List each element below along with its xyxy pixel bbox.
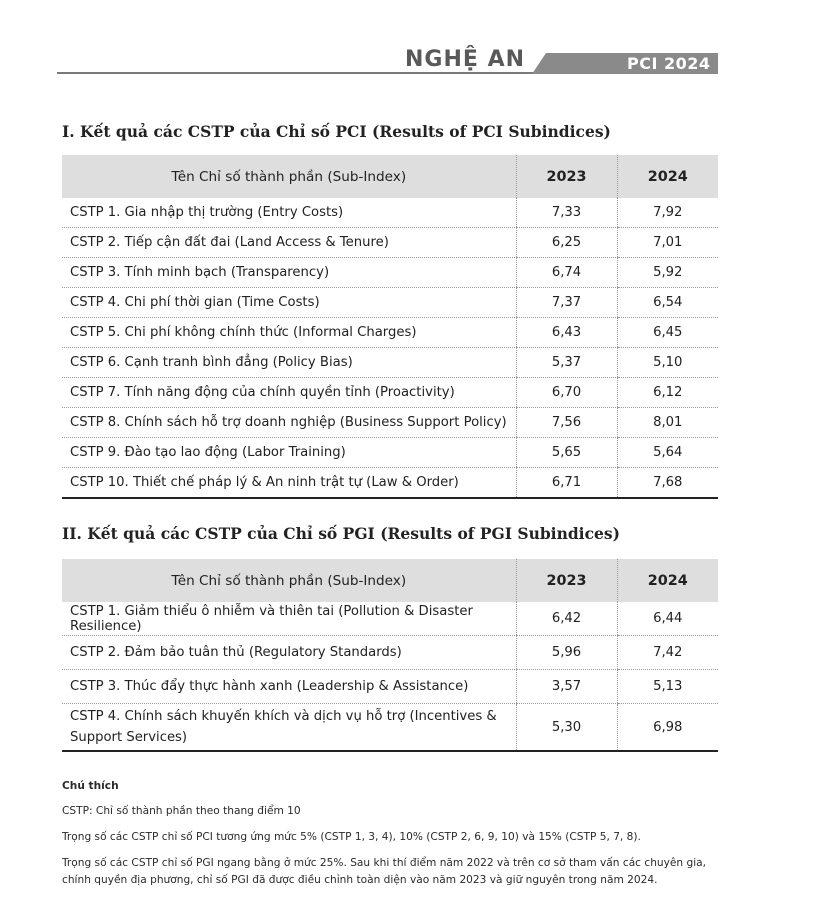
- pgi-table: [62, 559, 718, 752]
- row-name: CSTP 3. Thúc đẩy thực hành xanh (Leadership & Assistance): [62, 670, 516, 704]
- table-row: [62, 408, 718, 438]
- table-row: [62, 378, 718, 408]
- table-row: [62, 468, 718, 499]
- value-2023: 3,57: [516, 670, 617, 704]
- table-row: [62, 228, 718, 258]
- province-title: NGHỆ AN: [405, 47, 526, 72]
- value-2023: 6,42: [516, 602, 617, 636]
- pgi-header-row: [62, 559, 718, 602]
- table-row: [62, 258, 718, 288]
- page-header: [0, 0, 815, 80]
- pgi-section-title: II. Kết quả các CSTP của Chỉ số PGI (Results of PGI Subindices): [62, 524, 620, 543]
- row-name: CSTP 4. Chi phí thời gian (Time Costs): [62, 288, 516, 318]
- value-2024: 8,01: [617, 408, 718, 438]
- value-2024: 6,54: [617, 288, 718, 318]
- value-2023: 5,30: [516, 704, 617, 752]
- row-name: CSTP 1. Gia nhập thị trường (Entry Costs): [62, 198, 516, 228]
- pci-section-title: I. Kết quả các CSTP của Chỉ số PCI (Results of PCI Subindices): [62, 122, 611, 141]
- note-line: CSTP: Chỉ số thành phần theo thang điểm 10: [62, 805, 301, 817]
- value-2023: 7,56: [516, 408, 617, 438]
- value-2024: 6,12: [617, 378, 718, 408]
- table-row: [62, 636, 718, 670]
- value-2023: 6,25: [516, 228, 617, 258]
- value-2023: 6,74: [516, 258, 617, 288]
- value-2024: 7,92: [617, 198, 718, 228]
- table-row: [62, 198, 718, 228]
- table-row: [62, 318, 718, 348]
- table-row: [62, 704, 718, 752]
- pci-col-2024: 2024: [617, 155, 718, 198]
- value-2024: 5,13: [617, 670, 718, 704]
- row-name: CSTP 2. Đảm bảo tuân thủ (Regulatory Standards): [62, 636, 516, 670]
- value-2024: 7,01: [617, 228, 718, 258]
- pci-table: [62, 155, 718, 499]
- table-row: [62, 348, 718, 378]
- row-name: CSTP 2. Tiếp cận đất đai (Land Access & Tenure): [62, 228, 516, 258]
- pgi-col-2024: 2024: [617, 559, 718, 602]
- pci-col-2023: 2023: [516, 155, 617, 198]
- value-2024: 6,45: [617, 318, 718, 348]
- row-name: CSTP 6. Cạnh tranh bình đẳng (Policy Bias): [62, 348, 516, 378]
- notes-section: [62, 780, 722, 898]
- notes-title: Chú thích: [62, 780, 119, 792]
- pci-header-row: [62, 155, 718, 198]
- value-2023: 5,65: [516, 438, 617, 468]
- value-2024: 6,44: [617, 602, 718, 636]
- row-name: CSTP 10. Thiết chế pháp lý & An ninh trật tự (Law & Order): [62, 468, 516, 499]
- value-2024: 5,92: [617, 258, 718, 288]
- table-row: [62, 288, 718, 318]
- row-name: CSTP 7. Tính năng động của chính quyền tỉnh (Proactivity): [62, 378, 516, 408]
- row-name: CSTP 5. Chi phí không chính thức (Informal Charges): [62, 318, 516, 348]
- row-name: CSTP 8. Chính sách hỗ trợ doanh nghiệp (Business Support Policy): [62, 408, 516, 438]
- header-rule: [57, 72, 537, 74]
- pci-col-name: Tên Chỉ số thành phần (Sub-Index): [62, 155, 516, 198]
- row-name: CSTP 1. Giảm thiểu ô nhiễm và thiên tai (Pollution & Disaster Resilience): [62, 602, 516, 636]
- value-2023: 6,71: [516, 468, 617, 499]
- value-2024: 5,64: [617, 438, 718, 468]
- note-line: Trọng số các CSTP chỉ số PCI tương ứng mức 5% (CSTP 1, 3, 4), 10% (CSTP 2, 6, 9, 10) và 15% (CSTP 5, 7, 8).: [62, 831, 641, 843]
- value-2024: 7,68: [617, 468, 718, 499]
- value-2023: 6,70: [516, 378, 617, 408]
- row-name: CSTP 4. Chính sách khuyến khích và dịch vụ hỗ trợ (Incentives & Support Services): [62, 704, 516, 752]
- table-row: [62, 602, 718, 636]
- row-name: CSTP 9. Đào tạo lao động (Labor Training): [62, 438, 516, 468]
- value-2023: 5,96: [516, 636, 617, 670]
- note-line: Trọng số các CSTP chỉ số PGI ngang bằng ở mức 25%. Sau khi thí điểm năm 2022 và trên cơ sở tham vấn các chuyên gia, chính quyền địa phương, chỉ số PGI đã được điều chỉnh toàn diện vào năm 2023 và giữ nguyên trong năm 2024.: [62, 857, 707, 886]
- value-2023: 5,37: [516, 348, 617, 378]
- value-2023: 7,37: [516, 288, 617, 318]
- row-name: CSTP 3. Tính minh bạch (Transparency): [62, 258, 516, 288]
- pci-badge-label: PCI 2024: [627, 54, 711, 73]
- pgi-col-2023: 2023: [516, 559, 617, 602]
- pgi-col-name: Tên Chỉ số thành phần (Sub-Index): [62, 559, 516, 602]
- value-2024: 7,42: [617, 636, 718, 670]
- value-2023: 6,43: [516, 318, 617, 348]
- value-2023: 7,33: [516, 198, 617, 228]
- table-row: [62, 438, 718, 468]
- table-row: [62, 670, 718, 704]
- value-2024: 5,10: [617, 348, 718, 378]
- value-2024: 6,98: [617, 704, 718, 752]
